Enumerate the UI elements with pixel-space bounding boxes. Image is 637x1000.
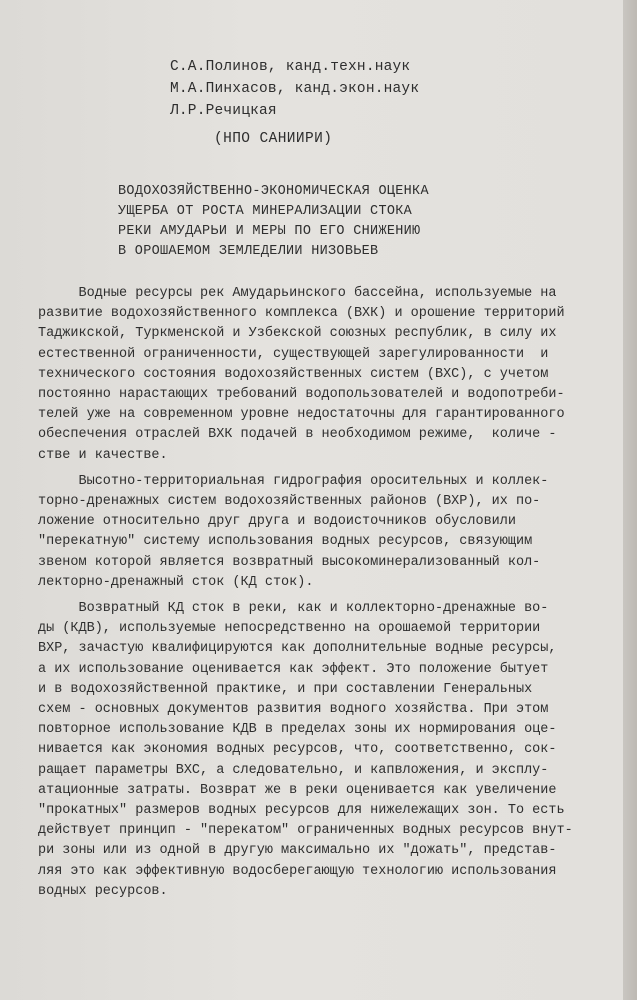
- text-line: стве и качестве.: [38, 447, 168, 463]
- text-line: схем - основных документов развития водного хозяйства. При этом: [38, 702, 549, 718]
- text-line: ды (КДВ), используемые непосредственно на орошаемой территории: [38, 621, 541, 637]
- text-line: естественной ограниченности, существующей зарегулированности и: [38, 346, 549, 362]
- text-line: технического состояния водохозяйственных систем (ВХС), с учетом: [38, 366, 549, 382]
- text-line: ращает параметры ВХС, а следовательно, и капвложения, и эксплу-: [38, 762, 549, 778]
- text-line: торно-дренажных систем водохозяйственных районов (ВХР), их по-: [38, 494, 541, 510]
- text-line: ложение относительно друг друга и водоисточников обусловили: [38, 514, 516, 530]
- text-line: постоянно нарастающих требований водопользователей и водопотреби-: [38, 387, 565, 403]
- text-line: телей уже на современном уровне недостаточны для гарантированного: [38, 407, 565, 423]
- text-line: "перекатную" систему использования водных ресурсов, связующим: [38, 534, 533, 550]
- text-line: нивается как экономия водных ресурсов, что, соответственно, сок-: [38, 742, 557, 758]
- text-line: водных ресурсов.: [38, 883, 168, 899]
- text-line: ВХР, зачастую квалифицируются как дополнительные водные ресурсы,: [38, 641, 557, 657]
- title-line: ВОДОХОЗЯЙСТВЕННО-ЭКОНОМИЧЕСКАЯ ОЦЕНКА: [118, 184, 429, 199]
- paragraph: [38, 472, 608, 593]
- text-line: а их использование оценивается как эффект. Это положение бытует: [38, 661, 549, 677]
- author-line: Л.Р.Речицкая: [170, 103, 277, 119]
- text-line: "прокатных" размеров водных ресурсов для нижележащих зон. То есть: [38, 803, 565, 819]
- text-line: действует принцип - "перекатом" ограниченных водных ресурсов внут-: [38, 823, 573, 839]
- title-line: УЩЕРБА ОТ РОСТА МИНЕРАЛИЗАЦИИ СТОКА: [118, 204, 413, 219]
- paragraph: [38, 284, 608, 466]
- text-line: лекторно-дренажный сток (КД сток).: [38, 574, 314, 590]
- title-line: В ОРОШАЕМОМ ЗЕМЛЕДЕЛИИ НИЗОВЬЕВ: [118, 244, 379, 259]
- text-line: Таджикской, Туркменской и Узбекской союзных республик, в силу их: [38, 326, 557, 342]
- text-line: ри зоны или из одной в другую максимально их "дожать", представ-: [38, 843, 557, 859]
- text-line: Высотно-территориальная гидрография оросительных и коллек-: [38, 473, 549, 489]
- text-line: и в водохозяйственной практике, и при составлении Генеральных: [38, 681, 533, 697]
- page-edge-shadow: [623, 0, 637, 1000]
- body-text: [38, 284, 608, 908]
- text-line: Водные ресурсы рек Амударьинского бассейна, используемые на: [38, 286, 557, 301]
- text-line: звеном которой является возвратный высокоминерализованный кол-: [38, 554, 541, 570]
- paragraph: [38, 599, 608, 902]
- title-line: РЕКИ АМУДАРЬИ И МЕРЫ ПО ЕГО СНИЖЕНИЮ: [118, 224, 421, 239]
- author-line: С.А.Полинов, канд.техн.наук: [170, 59, 411, 75]
- text-line: повторное использование КДВ в пределах зоны их нормирования оце-: [38, 722, 557, 738]
- text-line: обеспечения отраслей ВХК подачей в необходимом режиме, количе -: [38, 427, 557, 443]
- text-line: Возвратный КД сток в реки, как и коллекторно-дренажные во-: [38, 601, 549, 617]
- article-title: [118, 182, 558, 262]
- text-line: развитие водохозяйственного комплекса (ВХК) и орошение территорий: [38, 306, 565, 322]
- author-list: [170, 56, 419, 122]
- text-line: атационные затраты. Возврат же в реки оценивается как увеличение: [38, 782, 557, 798]
- author-line: М.А.Пинхасов, канд.экон.наук: [170, 81, 420, 97]
- text-line: ляя это как эффективную водосберегающую технологию использования: [38, 863, 557, 879]
- organization: (НПО САНИИРИ): [214, 131, 333, 147]
